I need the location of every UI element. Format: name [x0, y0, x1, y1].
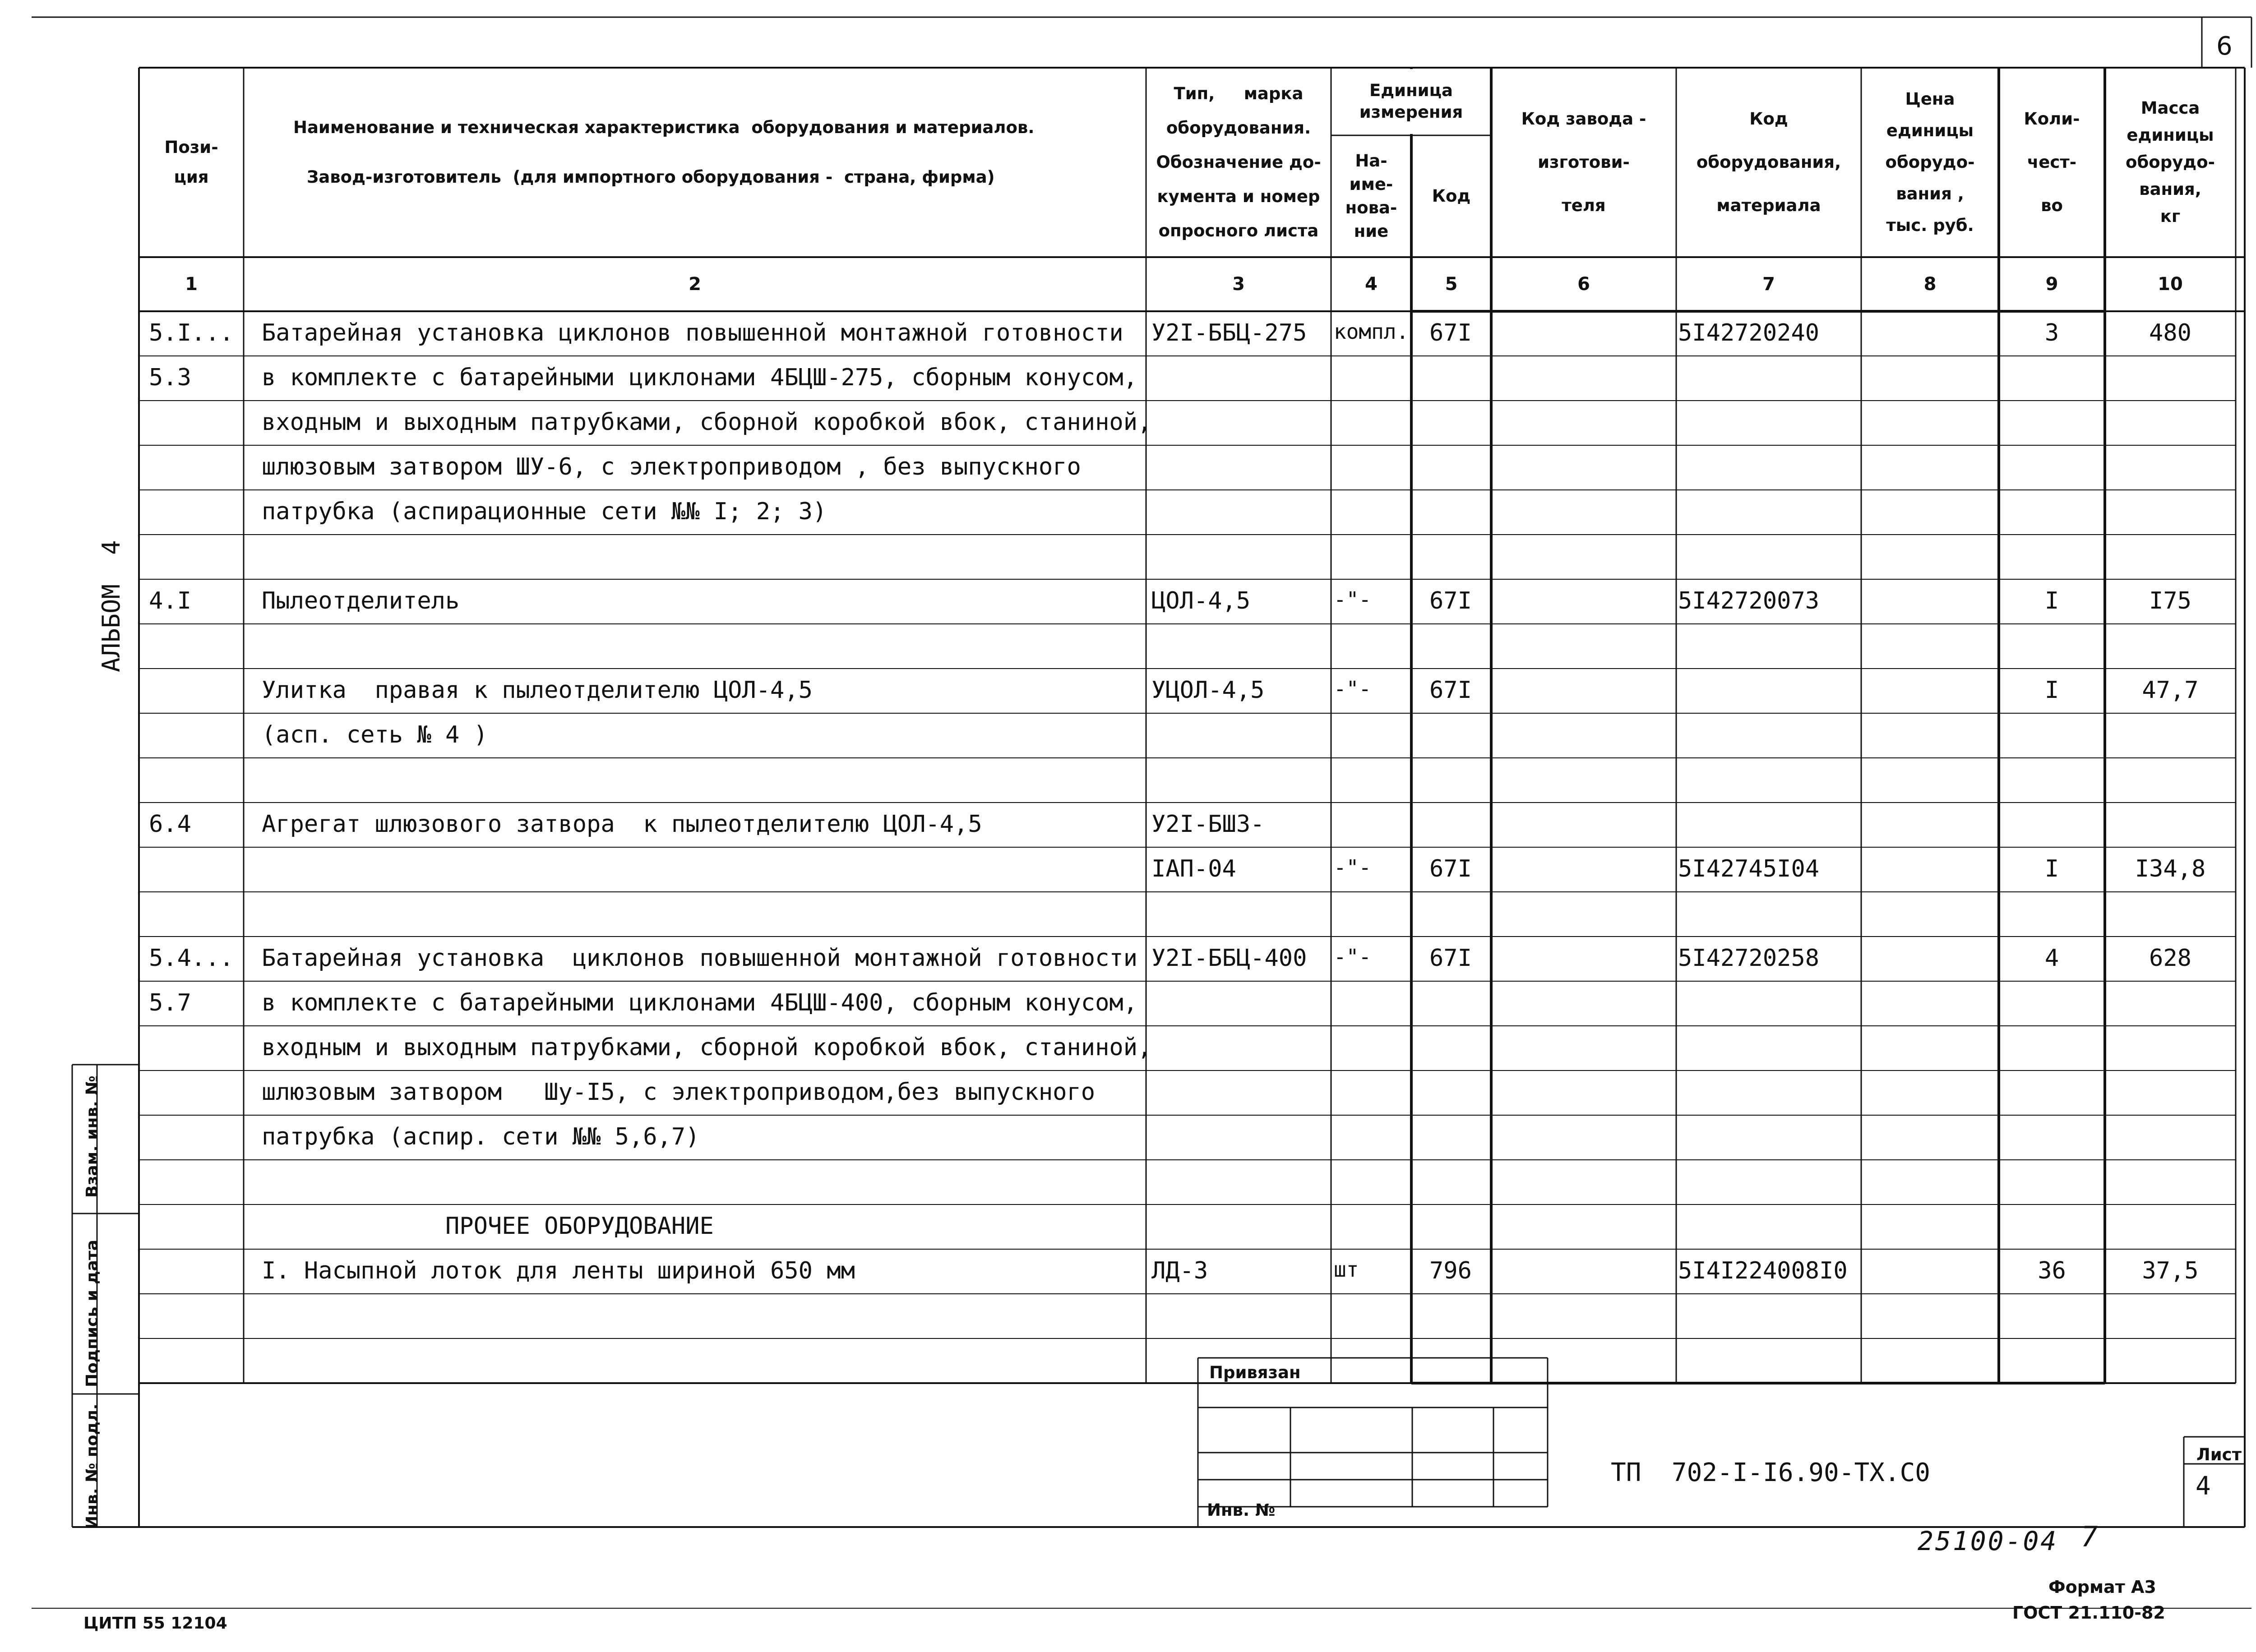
cell-mass: 480: [2149, 319, 2191, 346]
cell-mass: 47,7: [2142, 677, 2199, 704]
cell-unit: -"-: [1334, 855, 1372, 880]
cell-unit: -"-: [1334, 945, 1372, 969]
cell-unit-code: 67I: [1429, 319, 1472, 346]
cell-name: Батарейная установка циклонов повышенной монтажной готовности: [262, 319, 1123, 346]
cell-quantity: 4: [2044, 945, 2059, 972]
cell-mass: I75: [2149, 587, 2191, 614]
header-name-line2: Завод-изготовитель (для импортного оборудования - страна, фирма): [307, 167, 995, 187]
header-name-line1: Наименование и техническая характеристика оборудования и материалов.: [293, 118, 1035, 137]
column-number: 5: [1445, 274, 1458, 295]
cell-name: патрубка (аспир. сети №№ 5,6,7): [262, 1123, 700, 1150]
cell-name: I. Насыпной лоток для ленты шириной 650 мм: [262, 1257, 855, 1284]
column-number: 4: [1365, 274, 1378, 295]
cell-position: 4.I: [149, 587, 191, 614]
sheet-label: Лист: [2196, 1445, 2242, 1464]
header-factory-code: [1491, 68, 1676, 257]
cell-equipment-code: 5I42720240: [1678, 319, 1820, 346]
citp-label: ЦИТП 55 12104: [83, 1614, 227, 1633]
cell-name: шлюзовым затвором ШУ-6, с электроприводом , без выпускного: [262, 453, 1081, 480]
cell-position: 5.4...: [149, 945, 234, 972]
column-number: 9: [2045, 274, 2058, 295]
column-number: 6: [1577, 274, 1590, 295]
cell-mass: 37,5: [2142, 1257, 2199, 1284]
header-quantity: [1999, 68, 2105, 257]
cell-position: 5.I...: [149, 319, 234, 346]
header-equipment-code: [1676, 68, 1861, 257]
header-unit-text: Единица измерения: [1359, 81, 1463, 122]
header-price: [1861, 68, 1999, 257]
cell-unit-code: 67I: [1429, 945, 1472, 972]
cell-position: 6.4: [149, 811, 191, 838]
cell-mass: I34,8: [2135, 855, 2206, 882]
cell-position: 5.3: [149, 364, 191, 391]
cell-name: Агрегат шлюзового затвора к пылеотделителю ЦОЛ-4,5: [262, 811, 982, 838]
cell-name: входным и выходным патрубками, сборной коробкой вбок, станиной,: [262, 1034, 1152, 1061]
header-factory-code-text: Код завода - изготови- теля: [1521, 109, 1646, 215]
header-unit-name-text: На- име- нова- ние: [1345, 151, 1397, 241]
cell-unit: шт: [1334, 1257, 1359, 1282]
header-unit: [1331, 68, 1491, 135]
header-unit-name: [1331, 135, 1411, 257]
header-position: [139, 68, 244, 257]
cell-type: ЛД-3: [1151, 1257, 1208, 1284]
column-number: 1: [185, 274, 198, 295]
cell-mass: 628: [2149, 945, 2191, 972]
header-unit-code-text: Код: [1432, 186, 1471, 206]
cell-unit: -"-: [1334, 677, 1372, 701]
cell-name: входным и выходным патрубками, сборной коробкой вбок, станиной,: [262, 409, 1152, 436]
cell-quantity: I: [2044, 677, 2059, 704]
stamp-inv-no: Инв. №: [1207, 1500, 1276, 1520]
cell-name: шлюзовым затвором Шу-I5, с электроприводом,без выпускного: [262, 1079, 1096, 1106]
stamp-podpis-data: Подпись и дата: [83, 1240, 102, 1387]
cell-position: 5.7: [149, 989, 191, 1016]
cell-name: Пылеотделитель: [262, 587, 460, 614]
cell-quantity: I: [2044, 855, 2059, 882]
header-type: [1146, 68, 1331, 257]
header-position-text: Пози- ция: [164, 138, 218, 187]
cell-unit: -"-: [1334, 587, 1372, 612]
cell-type: У2I-БШЗ-: [1151, 811, 1265, 838]
cell-unit-code: 67I: [1429, 855, 1472, 882]
stamp-privyazan: Привязан: [1209, 1363, 1301, 1382]
cell-unit: компл.: [1334, 319, 1409, 344]
cell-name: Улитка правая к пылеотделителю ЦОЛ-4,5: [262, 677, 813, 704]
cell-equipment-code: 5I42720258: [1678, 945, 1820, 972]
sheet-number: 4: [2196, 1472, 2211, 1501]
cell-type: IАП-04: [1151, 855, 1236, 882]
cell-unit-code: 67I: [1429, 587, 1472, 614]
album-label: АЛЬБОМ 4: [97, 540, 125, 672]
cell-unit-code: 796: [1429, 1257, 1472, 1284]
cell-quantity: I: [2044, 587, 2059, 614]
cell-name: в комплекте с батарейными циклонами 4БЦШ-275, сборным конусом,: [262, 364, 1138, 391]
header-mass: [2105, 68, 2236, 257]
cell-type: УЦОЛ-4,5: [1151, 677, 1265, 704]
header-equipment-code-text: Код оборудования, материала: [1696, 109, 1841, 215]
handwritten-archive-number: 25100-04: [1918, 1526, 2058, 1556]
cell-equipment-code: 5I4I224008I0: [1678, 1257, 1848, 1284]
cell-unit-code: 67I: [1429, 677, 1472, 704]
header-type-text: Тип, марка оборудования. Обозначение до- кумента и номер опросного листа: [1156, 84, 1321, 240]
document-code: ТП 702-I-I6.90-ТХ.С0: [1611, 1458, 1931, 1487]
cell-name: в комплекте с батарейными циклонами 4БЦШ-400, сборным конусом,: [262, 989, 1138, 1016]
cell-quantity: 3: [2044, 319, 2059, 346]
column-number: 10: [2158, 274, 2183, 295]
column-number: 7: [1762, 274, 1775, 295]
header-unit-code: [1411, 135, 1491, 257]
stamp-inv-podl: Инв. № подл.: [83, 1403, 102, 1529]
header-quantity-text: Коли- чест- во: [2024, 109, 2080, 215]
column-number: 3: [1232, 274, 1245, 295]
handwritten-mark: 7: [2081, 1520, 2098, 1553]
cell-type: ЦОЛ-4,5: [1151, 587, 1251, 614]
page-number: 6: [2216, 32, 2233, 61]
cell-type: У2I-ББЦ-400: [1151, 945, 1307, 972]
stamp-vzam-inv: Взам. инв. №: [83, 1075, 102, 1198]
cell-quantity: 36: [2038, 1257, 2066, 1284]
header-mass-text: Масса единицы оборудо- вания, кг: [2126, 98, 2215, 226]
cell-name: (асп. сеть № 4 ): [262, 721, 488, 748]
gost-label: ГОСТ 21.110-82: [2012, 1603, 2165, 1623]
cell-name: Батарейная установка циклонов повышенной монтажной готовности: [262, 945, 1138, 972]
cell-type: У2I-ББЦ-275: [1151, 319, 1307, 346]
column-number: 2: [689, 274, 701, 295]
column-number: 8: [1923, 274, 1937, 295]
cell-name: ПРОЧЕЕ ОБОРУДОВАНИЕ: [262, 1213, 714, 1240]
header-price-text: Цена единицы оборудо- вания , тыс. руб.: [1885, 89, 1975, 235]
format-label: Формат А3: [2048, 1577, 2156, 1597]
cell-name: патрубка (аспирационные сети №№ I; 2; 3): [262, 498, 827, 525]
cell-equipment-code: 5I42720073: [1678, 587, 1820, 614]
cell-equipment-code: 5I42745I04: [1678, 855, 1820, 882]
